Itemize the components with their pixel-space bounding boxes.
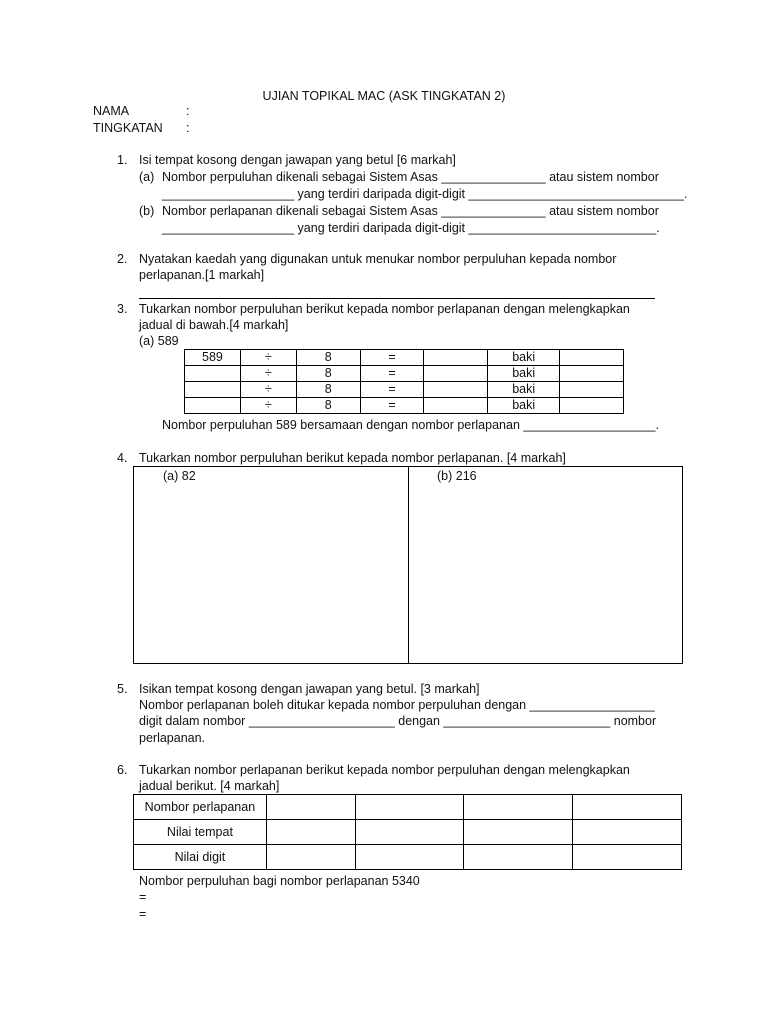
q4-number: 4.	[117, 451, 128, 465]
divide-sign: ÷	[240, 398, 296, 414]
q6-place-value-table	[133, 794, 682, 870]
q1-number: 1.	[117, 153, 128, 167]
baki-label: baki	[488, 398, 560, 414]
divide-sign: ÷	[240, 366, 296, 382]
q3-division-table	[184, 349, 624, 414]
remainder-blank[interactable]	[560, 366, 624, 382]
q1b-line1: Nombor perlapanan dikenali sebagai Sistem Asas _______________ atau sistem nombor	[162, 204, 659, 218]
answer-cell[interactable]	[355, 845, 464, 870]
divisor-cell: 8	[296, 382, 360, 398]
baki-label: baki	[488, 366, 560, 382]
q3-line2: jadual di bawah.[4 markah]	[139, 318, 289, 332]
q5-line4: perlapanan.	[139, 731, 206, 745]
table-row	[134, 845, 682, 870]
q4-divider	[408, 467, 409, 663]
q2-line2: perlapanan.[1 markah]	[139, 268, 265, 282]
q2-answer-line	[139, 298, 655, 299]
q3-number: 3.	[117, 302, 128, 316]
equals-sign: =	[360, 398, 424, 414]
answer-cell[interactable]	[355, 795, 464, 820]
divisor-cell: 8	[296, 398, 360, 414]
remainder-blank[interactable]	[560, 382, 624, 398]
q3-line1: Tukarkan nombor perpuluhan berikut kepada nombor perlapanan dengan melengkapkan	[139, 302, 630, 316]
q6-conclusion: Nombor perpuluhan bagi nombor perlapanan 5340	[139, 874, 420, 888]
dividend-cell: 589	[185, 350, 241, 366]
table-row	[185, 350, 624, 366]
q2-line1: Nyatakan kaedah yang digunakan untuk menukar nombor perpuluhan kepada nombor	[139, 252, 617, 266]
row-label-nombor-perlapanan: Nombor perlapanan	[134, 795, 267, 820]
q1a-label: (a)	[139, 170, 155, 184]
answer-cell[interactable]	[573, 820, 682, 845]
answer-cell[interactable]	[573, 845, 682, 870]
q5-line2: Nombor perlapanan boleh ditukar kepada nombor perpuluhan dengan __________________	[139, 698, 655, 712]
q3-part-a: (a) 589	[139, 334, 179, 348]
q4-answer-box	[133, 466, 683, 664]
q1b-label: (b)	[139, 204, 155, 218]
table-row	[185, 398, 624, 414]
nama-label: NAMA	[93, 104, 130, 118]
divisor-cell: 8	[296, 366, 360, 382]
baki-label: baki	[488, 350, 560, 366]
q1a-line2: ___________________ yang terdiri daripada digit-digit _______________________________.	[162, 187, 688, 201]
answer-cell[interactable]	[464, 845, 573, 870]
q6-equals-2: =	[139, 907, 147, 921]
q6-line1: Tukarkan nombor perlapanan berikut kepada nombor perpuluhan dengan melengkapkan	[139, 763, 630, 777]
dividend-blank[interactable]	[185, 382, 241, 398]
q6-line2: jadual berikut. [4 markah]	[139, 779, 280, 793]
q1a-line1: Nombor perpuluhan dikenali sebagai Sistem Asas _______________ atau sistem nombor	[162, 170, 659, 184]
divide-sign: ÷	[240, 350, 296, 366]
q5-line1: Isikan tempat kosong dengan jawapan yang betul. [3 markah]	[139, 682, 480, 696]
dividend-blank[interactable]	[185, 398, 241, 414]
q6-number: 6.	[117, 763, 128, 777]
remainder-blank[interactable]	[560, 350, 624, 366]
table-row	[134, 795, 682, 820]
answer-cell[interactable]	[464, 820, 573, 845]
remainder-blank[interactable]	[560, 398, 624, 414]
equals-sign: =	[360, 382, 424, 398]
row-label-nilai-digit: Nilai digit	[134, 845, 267, 870]
divisor-cell: 8	[296, 350, 360, 366]
q1b-line2: ___________________ yang terdiri daripada digit-digit ___________________________.	[162, 221, 660, 235]
q4-part-a: (a) 82	[163, 469, 196, 483]
baki-label: baki	[488, 382, 560, 398]
q5-number: 5.	[117, 682, 128, 696]
quotient-blank[interactable]	[424, 398, 488, 414]
table-row	[134, 820, 682, 845]
equals-sign: =	[360, 350, 424, 366]
answer-cell[interactable]	[266, 845, 355, 870]
tingkatan-colon: :	[186, 121, 190, 135]
dividend-blank[interactable]	[185, 366, 241, 382]
equals-sign: =	[360, 366, 424, 382]
answer-cell[interactable]	[464, 795, 573, 820]
quotient-blank[interactable]	[424, 366, 488, 382]
q1-text: Isi tempat kosong dengan jawapan yang betul [6 markah]	[139, 153, 456, 167]
nama-colon: :	[186, 104, 190, 118]
table-row	[185, 366, 624, 382]
q5-line3: digit dalam nombor _____________________ dengan ________________________ nombor	[139, 714, 657, 728]
answer-cell[interactable]	[355, 820, 464, 845]
q3-conclusion: Nombor perpuluhan 589 bersamaan dengan nombor perlapanan ___________________.	[162, 418, 659, 432]
divide-sign: ÷	[240, 382, 296, 398]
tingkatan-label: TINGKATAN	[93, 121, 163, 135]
q4-text: Tukarkan nombor perpuluhan berikut kepada nombor perlapanan. [4 markah]	[139, 451, 566, 465]
quotient-blank[interactable]	[424, 382, 488, 398]
q2-number: 2.	[117, 252, 128, 266]
table-row	[185, 382, 624, 398]
quotient-blank[interactable]	[424, 350, 488, 366]
row-label-nilai-tempat: Nilai tempat	[134, 820, 267, 845]
page-title: UJIAN TOPIKAL MAC (ASK TINGKATAN 2)	[262, 89, 506, 103]
answer-cell[interactable]	[573, 795, 682, 820]
q6-equals-1: =	[139, 890, 147, 904]
q4-part-b: (b) 216	[437, 469, 477, 483]
answer-cell[interactable]	[266, 820, 355, 845]
answer-cell[interactable]	[266, 795, 355, 820]
